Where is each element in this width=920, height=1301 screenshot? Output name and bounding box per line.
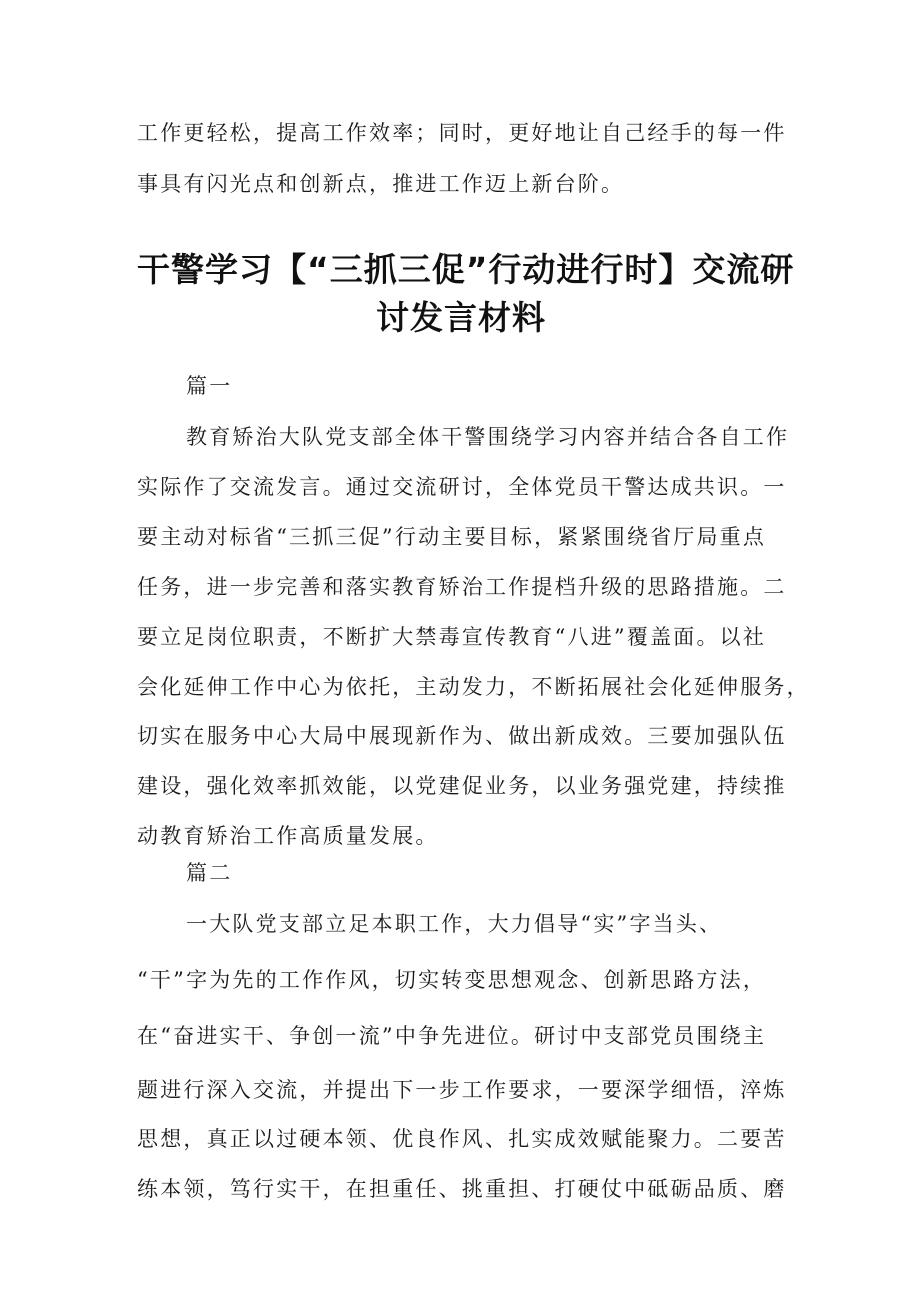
- section-1-line: 实际作了交流发言。通过交流研讨，全体党员干警达成共识。一: [137, 475, 787, 499]
- section-1-line: 要主动对标省“三抓三促”行动主要目标，紧紧围绕省厅局重点: [137, 525, 767, 549]
- section-1-line: 要立足岗位职责，不断扩大禁毒宣传教育“八进”覆盖面。以社: [137, 625, 767, 649]
- section-1-line: 任务，进一步完善和落实教育矫治工作提档升级的思路措施。二: [137, 575, 787, 599]
- section-2-line: 思想，真正以过硬本领、优良作风、扎实成效赋能聚力。二要苦: [137, 1127, 787, 1151]
- document-title-line-2: 讨发言材料: [376, 298, 546, 337]
- section-1-line: 切实在服务中心大局中展现新作为、做出新成效。三要加强队伍: [137, 724, 787, 748]
- section-2-line: 一大队党支部立足本职工作，大力倡导“实”字当头、: [186, 912, 723, 936]
- section-2-label: 篇二: [186, 861, 233, 885]
- section-1-line: 会化延伸工作中心为依托，主动发力，不断拓展社会化延伸服务，: [137, 675, 810, 699]
- section-1-line: 动教育矫治工作高质量发展。: [137, 824, 439, 848]
- section-2-line: 在“奋进实干、争创一流”中争先进位。研讨中支部党员围绕主: [137, 1024, 767, 1048]
- document-title-line-1: 干警学习【“三抓三促”行动进行时】交流研: [137, 250, 795, 289]
- section-2-line: “干”字为先的工作作风，切实转变思想观念、创新思路方法，: [137, 968, 767, 992]
- intro-line-2: 事具有闪光点和创新点，推进工作迈上新台阶。: [137, 172, 625, 196]
- section-1-label: 篇一: [186, 374, 233, 398]
- intro-line-1: 工作更轻松，提高工作效率；同时，更好地让自己经手的每一件: [137, 121, 787, 145]
- section-1-line: 教育矫治大队党支部全体干警围绕学习内容并结合各自工作: [186, 425, 790, 449]
- section-2-line: 题进行深入交流，并提出下一步工作要求，一要深学细悟，淬炼: [137, 1078, 787, 1102]
- section-2-line: 练本领，笃行实干，在担重任、挑重担、打硬仗中砥砺品质、磨: [137, 1177, 787, 1201]
- section-1-line: 建设，强化效率抓效能，以党建促业务，以业务强党建，持续推: [137, 774, 787, 798]
